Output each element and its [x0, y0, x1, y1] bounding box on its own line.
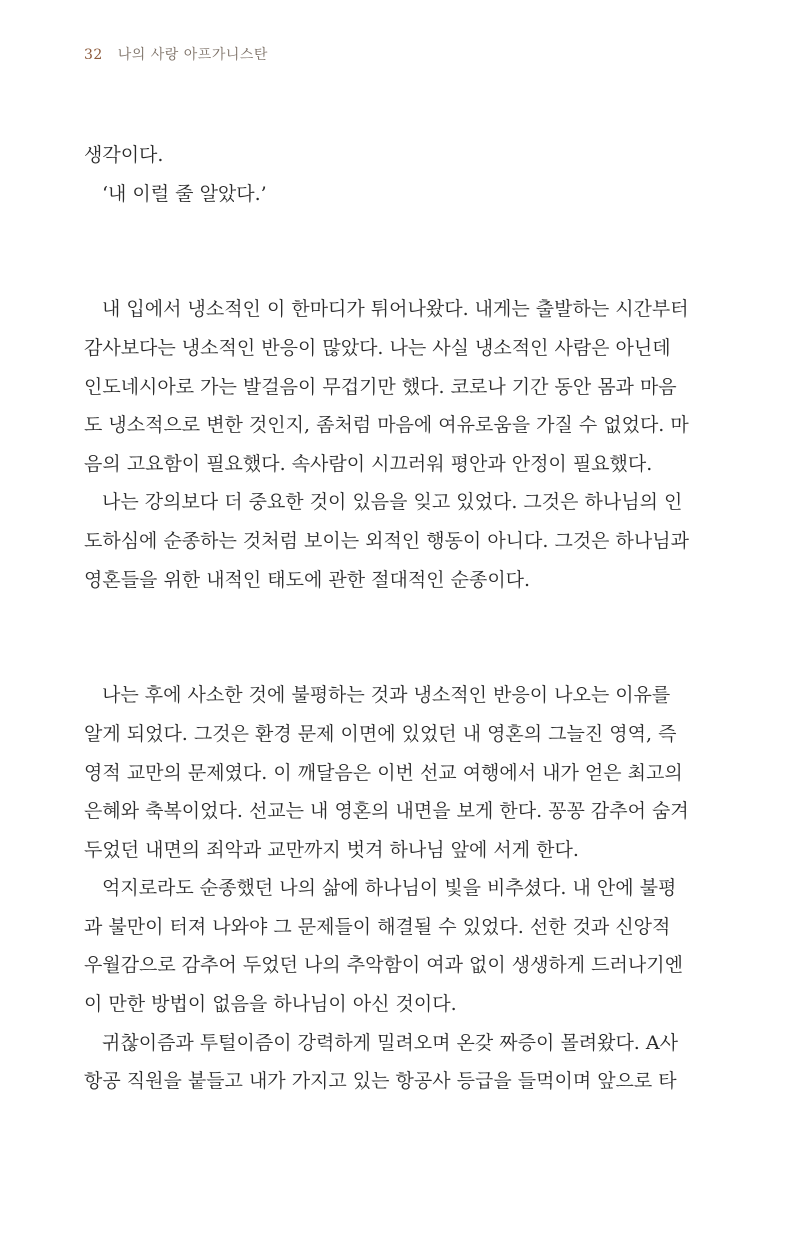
text-line: 귀찮이즘과 투털이즘이 강력하게 밀려오며 온갖 짜증이 몰려왔다. A사 — [102, 1031, 678, 1054]
blank-line — [84, 252, 724, 291]
blank-line — [84, 638, 724, 677]
text-line: 두었던 내면의 죄악과 교만까지 벗겨 하나님 앞에 서게 한다. — [84, 838, 579, 861]
text-line: 알게 되었다. 그것은 환경 문제 이면에 있었던 내 영혼의 그늘진 영역, 즉 — [84, 722, 677, 745]
text-line: 도 냉소적으로 변한 것인지, 좀처럼 마음에 여유로움을 가질 수 없었다. 마 — [84, 414, 689, 437]
text-line: 생각이다. — [84, 144, 164, 166]
text-line: 항공 직원을 붙들고 내가 가지고 있는 항공사 등급을 들먹이며 앞으로 타 — [84, 1070, 677, 1093]
text-line: 영적 교만의 문제였다. 이 깨달음은 이번 선교 여행에서 내가 얻은 최고의 — [84, 761, 683, 784]
running-header — [84, 44, 268, 64]
text-line: 인도네시아로 가는 발걸음이 무겁기만 했다. 코로나 기간 동안 몸과 마음 — [84, 375, 677, 398]
text-line: 도하심에 순종하는 것처럼 보이는 외적인 행동이 아니다. 그것은 하나님과 — [84, 529, 689, 552]
book-title: 나의 사랑 아프가니스탄 — [117, 47, 268, 63]
text-line: ‘내 이럴 줄 알았다.’ — [102, 182, 267, 205]
text-line: 억지로라도 순종했던 나의 삶에 하나님이 빛을 비추셨다. 내 안에 불평 — [102, 877, 677, 900]
body-text — [84, 136, 724, 1101]
blank-line — [84, 213, 724, 252]
text-line: 우월감으로 감추어 두었던 나의 추악함이 여과 없이 생생하게 드러나기엔 — [84, 954, 683, 977]
text-line: 나는 후에 사소한 것에 불평하는 것과 냉소적인 반응이 나오는 이유를 — [102, 684, 671, 707]
text-line: 감사보다는 냉소적인 반응이 많았다. 나는 사실 냉소적인 사람은 아닌데 — [84, 336, 671, 359]
text-line: 내 입에서 냉소적인 이 한마디가 튀어나왔다. 내게는 출발하는 시간부터 — [102, 298, 689, 321]
text-line: 은혜와 축복이었다. 선교는 내 영혼의 내면을 보게 한다. 꽁꽁 감추어 숨겨 — [84, 800, 689, 823]
text-line: 과 불만이 터져 나와야 그 문제들이 해결될 수 있었다. 선한 것과 신앙적 — [84, 915, 671, 938]
text-line: 영혼들을 위한 내적인 태도에 관한 절대적인 순종이다. — [84, 568, 531, 591]
page-number: 32 — [84, 47, 103, 63]
text-line: 음의 고요함이 필요했다. 속사람이 시끄러워 평안과 안정이 필요했다. — [84, 452, 653, 475]
blank-line — [84, 599, 724, 638]
text-line: 나는 강의보다 더 중요한 것이 있음을 잊고 있었다. 그것은 하나님의 인 — [102, 491, 683, 514]
text-line: 이 만한 방법이 없음을 하나님이 아신 것이다. — [84, 993, 457, 1016]
